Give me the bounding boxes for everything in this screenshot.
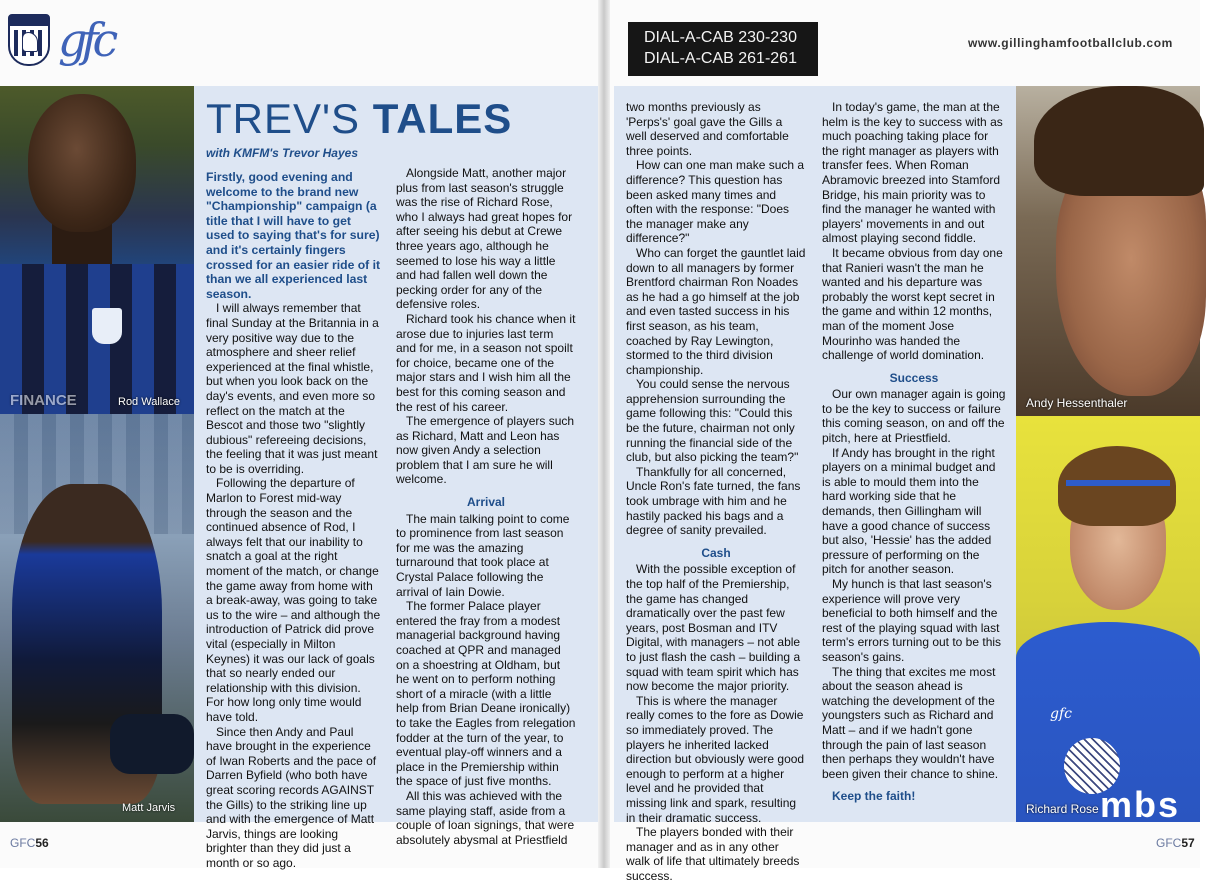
- article-signoff: Keep the faith!: [832, 789, 916, 804]
- paragraph: two months previously as 'Perps's' goal gave the Gills a well deserved and comfortable three points.: [626, 100, 789, 158]
- paragraph: The players bonded with their manager and as in any other walk of life that ultimately breeds success.: [626, 825, 800, 883]
- caption-richard-rose: Richard Rose: [1026, 802, 1099, 816]
- shirt-sponsor-text: FINANCE: [10, 392, 77, 409]
- cab-line-2: DIAL-A-CAB 261-261: [644, 50, 797, 67]
- article-column-1: [206, 170, 382, 871]
- dial-a-cab-advert: [628, 22, 818, 76]
- paragraph: Alongside Matt, another major plus from last season's struggle was the rise of Richard Rose, who I always had great hopes for after seeing his debut at Crewe three years ago, although he seemed to lose his way a little and had fallen well down the pecking order for any of the defensive roles.: [396, 166, 573, 312]
- paragraph: In today's game, the man at the helm is the key to success with as much poaching taking place for the right manager as players with transfer fees. When Roman Abramovic breezed into Stamford Bridge, his main priority was to find the manager he wanted with players' movements in and out almost playing second fiddle.: [822, 100, 1003, 246]
- page-number-right: [1156, 836, 1195, 850]
- paragraph: The main talking point to come to prominence from last season for me was the amazing turnaround that took place at Crystal Palace following the arrival of Iain Dowie.: [396, 511, 570, 599]
- paragraph: Since then Andy and Paul have brought in the experience of Iwan Roberts and the pace of Darren Byfield (who both have great scoring records AGAINST the Gills) to the striking line up and with the emergence of Matt Jarvis, things are looking brighter than they did just a month or so ago.: [206, 724, 377, 870]
- paragraph: Who can forget the gauntlet laid down to all managers by former Brentford chairman Ron Noades as he had a go himself at the job and even tasted success in his first season, as his team, coached by Ray Lewington, stormed to the third division championship.: [626, 245, 806, 377]
- paragraph: I will always remember that final Sunday at the Britannia in a very positive way due to the atmosphere and sheer relief experienced at the final whistle, but when you look back on the day's events, and even more so reflect on the match at the Bescot and those two "slightly dubious" refereeing decisions, the feeling that it was just meant to be is overriding.: [206, 301, 379, 476]
- paragraph: If Andy has brought in the right players on a minimal budget and is able to mould them into the hard working side that he demands, then Gillingham will have a good chance of success but also, 'Hessie' has the added pressure of performing on the pitch for another season.: [822, 445, 996, 577]
- club-crest-icon: [8, 14, 50, 66]
- paragraph: You could sense the nervous apprehension surrounding the game following this: "Could this be the future, chairman not only running the financial side of the club, but also picking the team?": [626, 377, 799, 465]
- paragraph: All this was achieved with the same playing staff, aside from a couple of loan signings, that were absolutely abysmal at Priestfield: [396, 788, 575, 847]
- gfc-logo: gfc: [58, 13, 113, 67]
- website-url: www.gillinghamfootballclub.com: [968, 36, 1173, 50]
- paragraph: This is where the manager really comes to the fore as Dowie so immediately proved. The players he inherited lacked direction but obviously were good enough to perform at a higher level and he provided that missing link and spark, resulting in their dramatic success.: [626, 693, 805, 825]
- title-light: TREV'S: [206, 95, 373, 142]
- paragraph: How can one man make such a difference? This question has been asked many times and often with the response: "Does the manager make any difference?": [626, 158, 805, 246]
- article-column-2: [396, 166, 576, 847]
- folio-prefix: GFC: [1156, 836, 1182, 850]
- paragraph: It became obvious from day one that Ranieri wasn't the man he wanted and his departure was probably the worst kept secret in the game and within 12 months, man of the moment Jose Mourinho was handed the challenge of world domination.: [822, 245, 1003, 363]
- paragraph: Richard took his chance when it arose due to injuries last term and for me, in a season not spoilt for choice, became one of the major stars and I wish him all the best for this coming season and the rest of his career.: [396, 311, 576, 414]
- article-column-4: [822, 100, 1006, 804]
- paragraph: The thing that excites me most about the season ahead is watching the development of the youngsters such as Richard and Matt – and if we hadn't gone through the pain of last season then perhaps they wouldn't have been given their chance to shine.: [822, 664, 999, 781]
- heading-arrival: Arrival: [466, 495, 506, 510]
- photo-rod-wallace: [0, 86, 194, 414]
- page-number-left: [10, 836, 49, 850]
- paragraph: My hunch is that last season's experience will prove very beneficial to both himself and the rest of the playing squad with last term's errors turning out to be this season's gains.: [822, 577, 1002, 664]
- paragraph: Following the departure of Marlon to Forest mid-way through the season and the continued absence of Rod, I always felt that our inability to snatch a goal at the right moment of the match, or change the game away from home with a break-away, was going to take us to the wire – and although the introduction of Patrick did prove vital (especially in Milton Keynes) it was our lack of goals that so nearly ended our relationship with this division. For how long only time would have told.: [206, 476, 381, 724]
- paragraph: Thankfully for all concerned, Uncle Ron's fate turned, the fans took umbrage with him and he hastily packed his bags and a degree of sanity prevailed.: [626, 464, 801, 538]
- paragraph: The former Palace player entered the fray from a modest managerial background having coached at QPR and managed on a shoestring at Oldham, but he went on to perform nothing short of a miracle (with a little help from Brian Deane ironically) to take the Eagles from relegation fodder at the turn of the year, to eventual play-off winners and a place in the Premiership within the space of just five months.: [396, 599, 576, 789]
- folio-number: 56: [35, 836, 49, 850]
- caption-andy-hessenthaler: Andy Hessenthaler: [1026, 396, 1128, 410]
- folio-prefix: GFC: [10, 836, 36, 850]
- cab-line-1: DIAL-A-CAB 230-230: [644, 29, 797, 46]
- heading-success: Success: [889, 370, 939, 385]
- heading-cash: Cash: [701, 545, 731, 560]
- shirt-gfc-logo: gfc: [1050, 706, 1072, 722]
- page-gutter: [598, 0, 610, 868]
- shirt-sponsor-text: mbs: [1100, 784, 1181, 825]
- photo-matt-jarvis: [0, 414, 194, 822]
- photo-andy-hessenthaler: [1016, 86, 1200, 416]
- photo-richard-rose: [1016, 416, 1200, 825]
- paragraph: The emergence of players such as Richard, Matt and Leon has now given Andy a selection problem that I am sure he will welcome.: [396, 414, 575, 487]
- article-intro: Firstly, good evening and welcome to the brand new "Championship" campaign (a title that I will have to get used to saying that's for sure) and it's certainly fingers crossed for an easier ride of it than we all experienced last season.: [206, 170, 381, 301]
- article-byline: with KMFM's Trevor Hayes: [206, 146, 359, 160]
- paragraph: Our own manager again is going to be the key to success or failure this coming season, on and off the pitch, here at Priestfield.: [822, 387, 1006, 446]
- caption-matt-jarvis: Matt Jarvis: [122, 802, 176, 814]
- article-title: [206, 94, 512, 144]
- title-bold: TALES: [372, 95, 513, 142]
- folio-number: 57: [1181, 836, 1195, 850]
- paragraph: With the possible exception of the top half of the Premiership, the game has changed dramatically over the past few years, post Bosman and ITV Digital, with managers – not able to just flash the cash – building a squad with team spirit which has now become the major priority.: [626, 562, 801, 694]
- caption-rod-wallace: Rod Wallace: [118, 396, 180, 408]
- article-column-3: [626, 100, 806, 883]
